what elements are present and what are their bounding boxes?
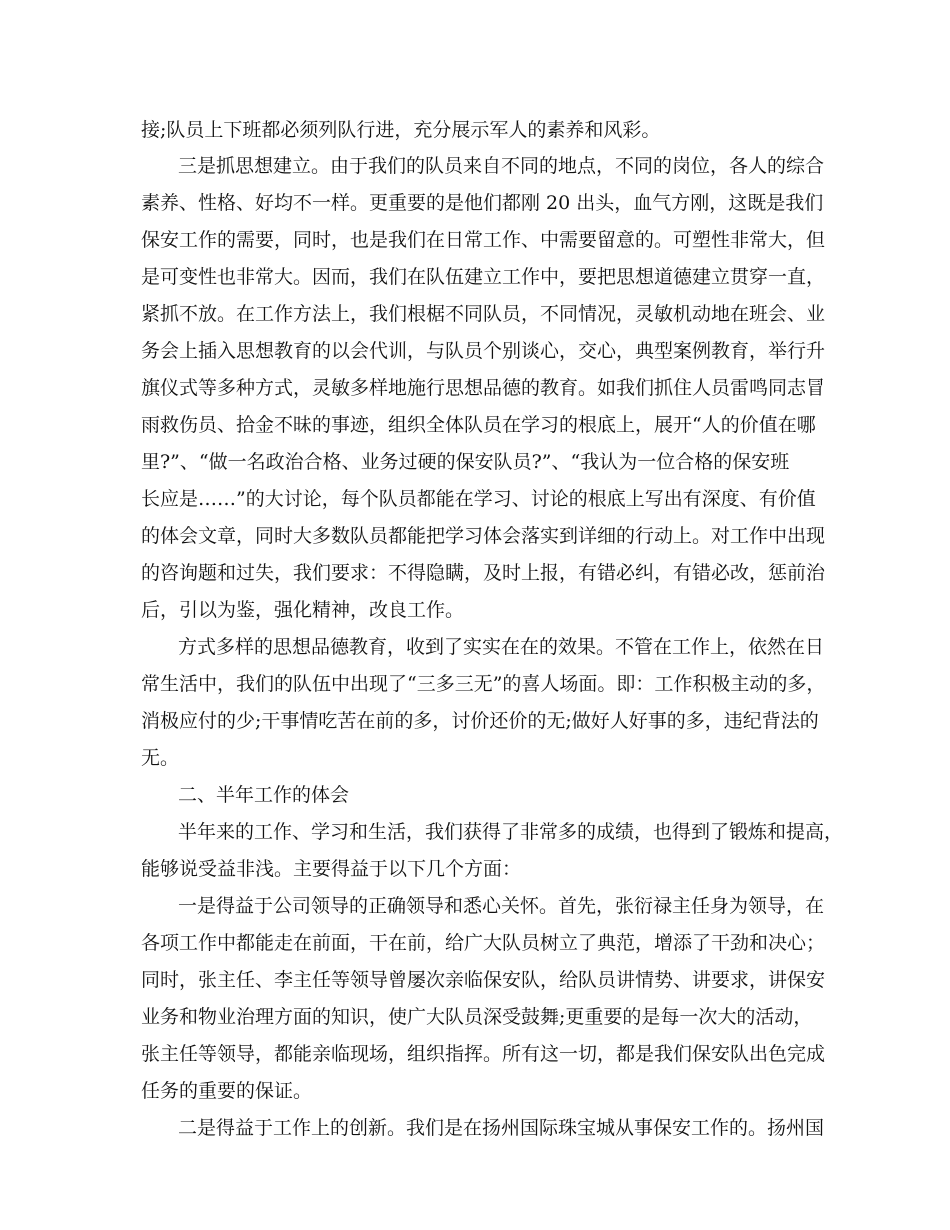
text-line: 接;队员上下班都必须列队行进，充分展示军人的素养和风彩。 [141, 119, 661, 141]
text-line: 素养、性格、好均不一样。更重要的是他们都刚 20 出头，血气方刚，这既是我们 [141, 192, 824, 214]
text-line: 任务的重要的保证。 [141, 1080, 313, 1102]
text-line: 常生活中，我们的队伍中出现了“三多三无”的喜人场面。即：工作积极主动的多， [141, 673, 826, 695]
paragraph-first-line: 半年来的工作、学习和生活，我们获得了非常多的成绩，也得到了锻炼和提高， [178, 821, 844, 843]
text-line: 同时，张主任、李主任等领导曾屡次亲临保安队，给队员讲情势、讲要求，讲保安 [141, 969, 826, 991]
text-line: 消极应付的少;干事情吃苦在前的多，讨价还价的无;做好人好事的多，违纪背法的 [141, 710, 819, 732]
section-heading: 二、半年工作的体会 [178, 784, 350, 806]
text-line: 无。 [141, 747, 180, 769]
paragraph-first-line: 方式多样的思想品德教育，收到了实实在在的效果。不管在工作上，依然在日 [178, 636, 825, 658]
paragraph-first-line: 二是得益于工作上的创新。我们是在扬州国际珠宝城从事保安工作的。扬州国 [178, 1117, 825, 1139]
text-line: 的咨询题和过失，我们要求：不得隐瞒，及时上报，有错必纠，有错必改，惩前治 [141, 562, 826, 584]
paragraph-first-line: 一是得益于公司领导的正确领导和悉心关怀。首先，张衍禄主任身为领导，在 [178, 895, 825, 917]
text-line: 里?”、“做一名政治合格、业务过硬的保安队员?”、“我认为一位合格的保安班 [141, 451, 790, 473]
text-line: 旗仪式等多种方式，灵敏多样地施行思想品德的教育。如我们抓住人员雷鸣同志冒 [141, 377, 826, 399]
text-line: 后，引以为鉴，强化精神，改良工作。 [141, 599, 465, 621]
text-line: 务会上插入思想教育的以会代训，与队员个别谈心，交心，典型案例教育，举行升 [141, 340, 826, 362]
text-line: 的体会文章，同时大多数队员都能把学习体会落实到详细的行动上。对工作中出现 [141, 525, 826, 547]
text-line: 张主任等领导，都能亲临现场，组织指挥。所有这一切，都是我们保安队出色完成 [141, 1043, 826, 1065]
paragraph-first-line: 三是抓思想建立。由于我们的队员来自不同的地点，不同的岗位，各人的综合 [178, 155, 825, 177]
text-line: 能够说受益非浅。主要得益于以下几个方面： [141, 858, 522, 880]
text-line: 紧抓不放。在工作方法上，我们根椐不同队员，不同情况，灵敏机动地在班会、业 [141, 303, 826, 325]
text-line: 保安工作的需要，同时，也是我们在日常工作、中需要留意的。可塑性非常大，但 [141, 229, 826, 251]
text-line: 雨救伤员、拾金不昧的事迹，组织全体队员在学习的根底上，展开“人的价值在哪 [141, 414, 816, 436]
text-line: 长应是……”的大讨论，每个队员都能在学习、讨论的根底上写出有深度、有价值 [141, 488, 816, 510]
text-line: 业务和物业治理方面的知识，使广大队员深受鼓舞;更重要的是每一次大的活动， [141, 1006, 813, 1028]
text-line: 各项工作中都能走在前面，干在前，给广大队员树立了典范，增添了干劲和决心； [141, 932, 826, 954]
text-line: 是可变性也非常大。因而，我们在队伍建立工作中，要把思想道德建立贯穿一直， [141, 266, 826, 288]
